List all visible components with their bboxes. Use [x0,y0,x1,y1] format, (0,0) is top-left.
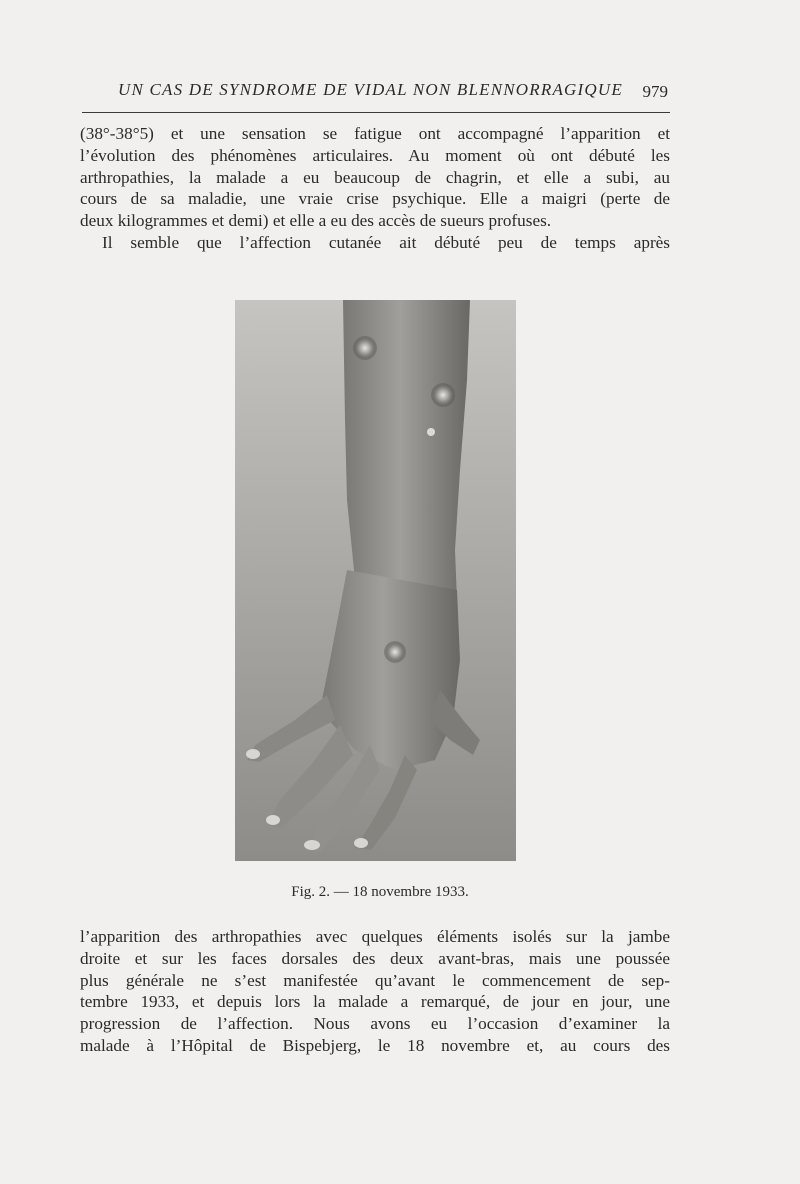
text-line: Il semble que l’affection cutanée ait débuté peu de temps après [102,232,670,252]
text-line: malade à l’Hôpital de Bispebjerg, le 18 novembre et, au cours des [80,1035,670,1055]
paragraph-1 [80,123,670,254]
page-header [82,74,676,112]
text-line: cours de sa maladie, une vraie crise psychique. Elle a maigri (perte de [80,189,670,209]
text-line: (38°-38°5) et une sensation se fatigue ont accompagné l’apparition et [80,124,670,143]
header-rule [82,112,670,113]
running-title: UN CAS DE SYNDROME DE VIDAL NON BLENNORRAGIQUE [118,80,623,99]
figure-photo-hand [235,300,516,861]
page-number: 979 [642,82,668,101]
text-line: tembre 1933, et depuis lors la malade a remarqué, de jour en jour, une [80,992,670,1012]
text-line: deux kilogrammes et demi) et elle a eu des accès de sueurs profuses. [80,211,552,231]
text-line: progression de l’affection. Nous avons eu l’occasion d’examiner la [80,1014,670,1034]
text-line: l’évolution des phénomènes articulaires. Au moment où ont débuté les [80,145,670,165]
text-line: l’apparition des arthropathies avec quelques éléments isolés sur la jambe [80,927,670,946]
text-line: droite et sur les faces dorsales des deux avant-bras, mais une poussée [80,948,670,968]
figure-caption: Fig. 2. — 18 novembre 1933. [291,884,469,900]
hand-photograph [235,300,516,861]
text-line: arthropathies, la malade a eu beaucoup de chagrin, et elle a subi, au [80,167,670,187]
paragraph-2 [80,926,670,1057]
text-line: plus générale ne s’est manifestée qu’avant le commencement de sep- [80,970,670,990]
